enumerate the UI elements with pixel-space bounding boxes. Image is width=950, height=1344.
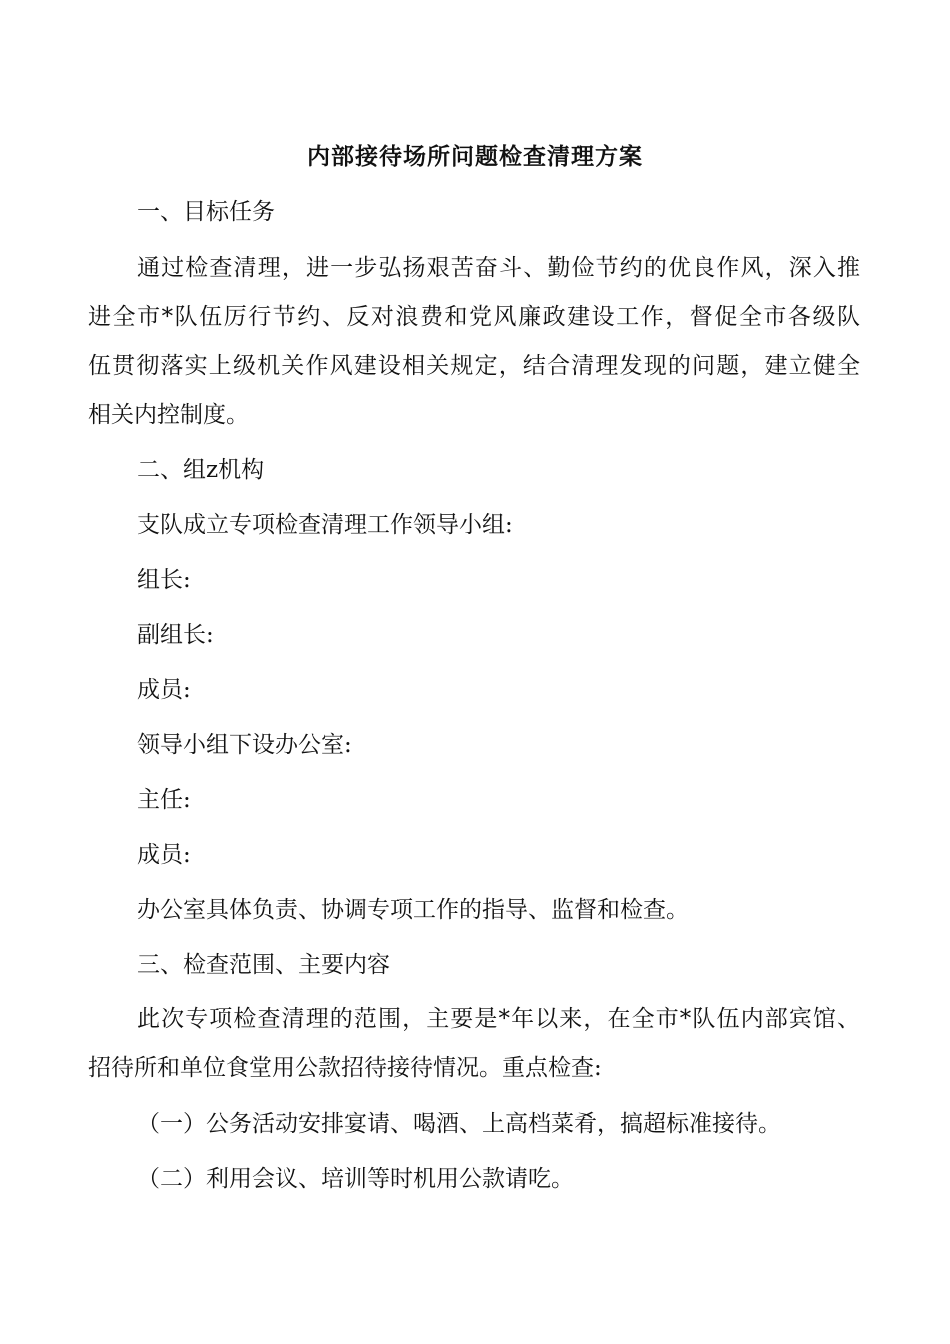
leader-label: 组长: bbox=[137, 567, 191, 593]
office-duty: 办公室具体负责、协调专项工作的指导、监督和检查。 bbox=[137, 897, 689, 923]
list-item: （二）利用会议、培训等时机用公款请吃。 bbox=[137, 1166, 574, 1192]
members-label: 成员: bbox=[137, 677, 191, 703]
paragraph-line: 招待所和单位食堂用公款招待接待情况。重点检查: bbox=[88, 1055, 602, 1081]
office-members-label: 成员: bbox=[137, 842, 191, 868]
office-intro: 领导小组下设办公室: bbox=[137, 732, 352, 758]
document-title: 内部接待场所问题检查清理方案 bbox=[307, 143, 643, 170]
organization-intro: 支队成立专项检查清理工作领导小组: bbox=[137, 512, 513, 538]
section-heading-organization: 二、组z机构 bbox=[137, 457, 265, 483]
paragraph-line: 伍贯彻落实上级机关作风建设相关规定，结合清理发现的问题，建立健全 bbox=[88, 353, 860, 379]
list-item: （一）公务活动安排宴请、喝酒、上高档菜肴，搞超标准接待。 bbox=[137, 1111, 781, 1137]
paragraph-line: 通过检查清理，进一步弘扬艰苦奋斗、勤俭节约的优良作风，深入推 bbox=[137, 255, 860, 281]
director-label: 主任: bbox=[137, 787, 191, 813]
paragraph-line: 此次专项检查清理的范围，主要是*年以来，在全市*队伍内部宾馆、 bbox=[137, 1006, 860, 1032]
section-heading-scope: 三、检查范围、主要内容 bbox=[137, 952, 390, 978]
paragraph-line: 相关内控制度。 bbox=[88, 402, 249, 428]
section-heading-goals: 一、目标任务 bbox=[137, 199, 275, 225]
paragraph-line: 进全市*队伍厉行节约、反对浪费和党风廉政建设工作，督促全市各级队 bbox=[88, 304, 860, 330]
deputy-leader-label: 副组长: bbox=[137, 622, 214, 648]
